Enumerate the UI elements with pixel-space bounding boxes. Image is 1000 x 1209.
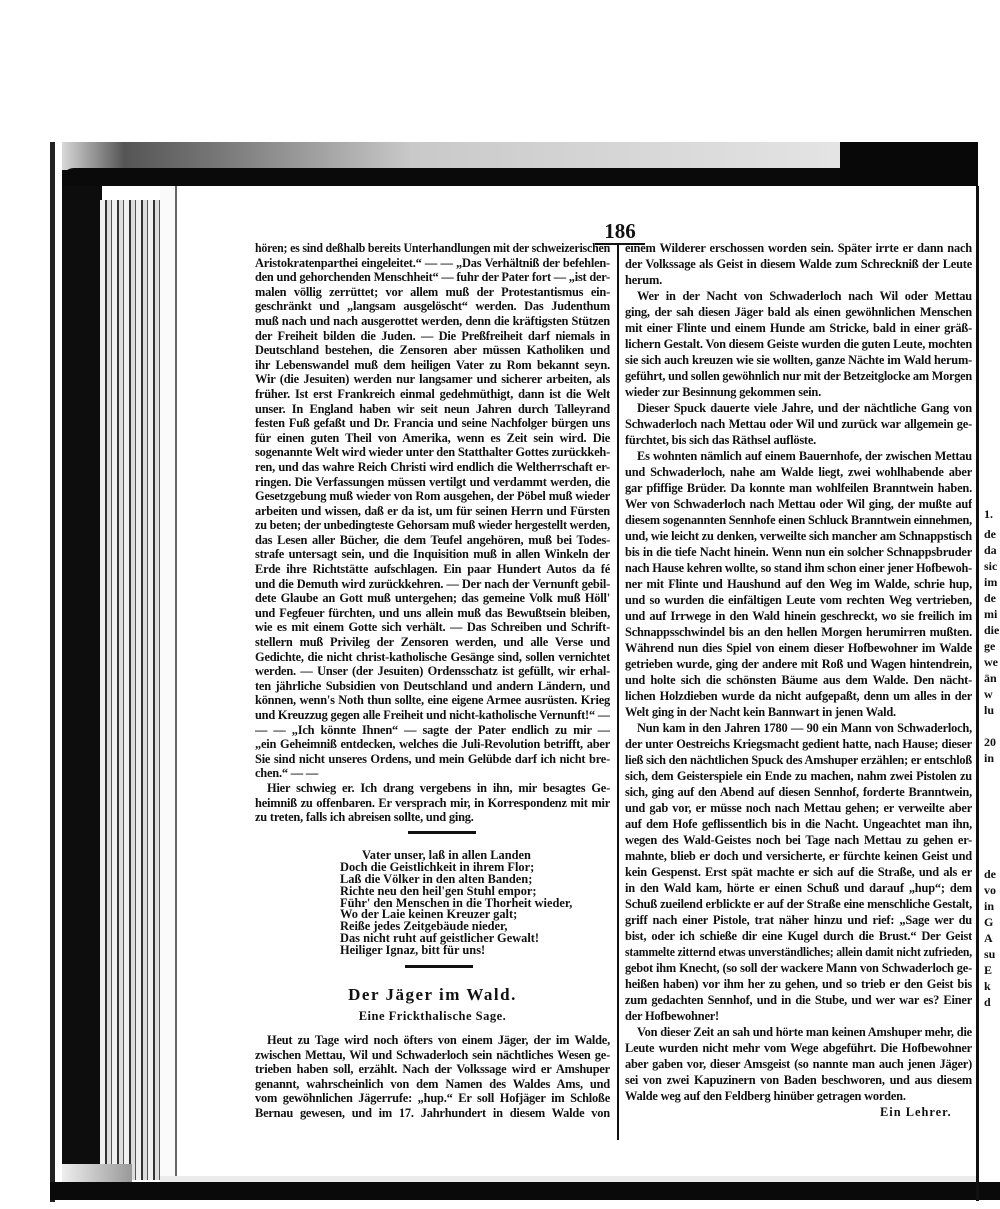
text-line: Schwaderloch nach Mettau oder Wil und zurück war allgemein ge- [625, 417, 972, 431]
text-line: vom gewöhnlichen Jägerrufe: „hup.“ Er soll Hofjäger im Schloße [255, 1091, 610, 1106]
text-line: — — „Ich könnte Ihnen“ — sagte der Pater endlich zu mir — [255, 722, 610, 737]
text-line: bist, oder ich schieße dir eine Kugel durch die Brust.“ Der Geist [625, 929, 972, 943]
text-line: Gesetzgebung muß wieder von Rom ausgehen, der Pöbel muß wieder [255, 489, 610, 504]
text-line: Wer in der Nacht von Schwaderloch nach Wil oder Mettau [637, 289, 972, 303]
text-line: strafe untersagt sein, und die Inquisition muß in allen Winkeln der [255, 547, 610, 562]
text-line: in den Wald kam, hörte er einen Schuß und darauf „hup“; dem [625, 881, 972, 895]
next-page-text-fragment: vo [984, 883, 996, 897]
next-page-text-fragment: de [984, 867, 996, 881]
text-line: geschränkt und „langsam ausgelöscht“ werden. Das Judenthum [255, 299, 610, 314]
text-line: das Lesen aller Bücher, die dem Teufel angehören, muß bei Todes- [255, 532, 610, 547]
next-page-text-fragment: än [984, 671, 997, 685]
text-line: heißen haben) vor ihm her zu gehen, und so trieb er den Geist bis [625, 977, 972, 991]
text-line: zum gedachten Sennhof, und in die Stube, und wer war es? Einer [625, 993, 972, 1007]
text-line: können, wenn's Noth thun sollte, eine eigene Armee ausrüsten. Krieg [255, 693, 610, 708]
text-line: einem Wilderer erschossen worden sein. Später irrte er dann nach [625, 241, 972, 255]
text-line: arbeiten und wissen, daß er da ist, um für seinen Herrn und Fürsten [255, 503, 610, 518]
next-page-fragment [982, 186, 1000, 1186]
poem-line: Wo der Laie keinen Kreuzer galt; [340, 907, 518, 922]
next-page-text-fragment: we [984, 655, 998, 669]
text-line: und holte sich die schönsten Bäume aus dem Walde. Den nächt- [625, 673, 972, 687]
poem-line: Doch die Geistlichkeit in ihrem Flor; [340, 859, 535, 874]
text-line: Gedichte, die nicht christ-katholische Gesänge sind, sollen vernichtet [255, 649, 610, 664]
text-line: für einen guten Theil von Amerika, wenn es Zeit sein wird. Die [255, 430, 610, 445]
next-page-text-fragment: d [984, 995, 991, 1009]
text-line: auf dem Hofe geflissentlich bis in die Nacht. Ungeachtet man ihn, [625, 817, 972, 831]
text-line: stellern muß Privileg der Zensoren werden, und alle Verse und [255, 635, 610, 650]
poem [340, 850, 572, 957]
text-line: werden. — Unser (der Jesuiten) Ordensschatz ist gefüllt, wir erhal- [255, 664, 610, 679]
book-cover-edge [50, 1182, 1000, 1200]
text-line: ringen. Die Verfassungen müssen vertilgt und verdammt werden, die [255, 474, 610, 489]
text-line: genannt, wahrscheinlich von dem Namen des Waldes Ams, und [255, 1076, 610, 1091]
text-line: muß nach und nach ausgerottet werden, denn die kräftigsten Stützen [255, 313, 610, 328]
text-line: und, wie leicht zu denken, verweilte sich mancher am Schnappstisch [625, 529, 972, 543]
text-line: sie sich auch kreuzen wie sie wollten, ganze Nächte im Wald herum- [625, 353, 972, 367]
text-line: ner mit Flinte und Haushund auf den Weg im Walde, schrie hup, [625, 577, 972, 591]
text-line: zwischen Mettau, Wil und Schwaderloch sein nächtliches Wesen ge- [255, 1047, 610, 1062]
text-line: Schuß zueilend erblickte er auf der Straße eine menschliche Gestalt, [625, 897, 972, 911]
story-body [255, 1033, 610, 1121]
text-line: Walde weg auf den Feldberg hinüber getragen worden. [625, 1089, 906, 1103]
poem-line: Das nicht ruht auf geistlicher Gewalt! [340, 931, 540, 946]
text-line: Erde ihre Richtstätte aufschlagen. Ein paar Hundert Autos da fé [255, 562, 610, 577]
next-page-text-fragment: su [984, 947, 996, 961]
next-page-text-fragment: lu [984, 703, 995, 717]
text-line: wie es mit einem Gotte sich verhält. — Das Schreiben und Schrift- [255, 620, 610, 635]
text-line: früher. Ist erst Frankreich einmal gedehmüthigt, dann ist die Welt [255, 386, 610, 401]
text-line: herum. [625, 273, 663, 287]
text-line: wegen des Wald-Geistes noch bei Tage nach Mettau zu gehen er- [625, 833, 972, 847]
next-page-text-fragment: sic [984, 559, 998, 573]
column-divider [617, 244, 619, 1140]
scan-shadow [840, 142, 978, 186]
text-line: und Schwaderloch, nahe am Walde liegt, zwei wohlhabende aber [625, 465, 972, 479]
text-line: ren, und das wahre Reich Christi wird endlich die Weltherrschaft er- [255, 459, 610, 474]
next-page-text-fragment: da [984, 543, 997, 557]
text-line: sogenannte Welt wird wieder unter den Statthalter Gottes zurückkeh- [255, 445, 610, 460]
text-line: ten jährliche Subsidien von Deutschland und andern Ländern, und [255, 678, 610, 693]
poem-line: Richte neu den heil'gen Stuhl empor; [340, 883, 537, 898]
text-line: „ein Geheimniß entdecken, welches die Juli-Revolution betrifft, aber [255, 737, 610, 752]
page-number: 186 [595, 219, 645, 245]
text-line: malen völlig zerrüttet; vor allem muß der Protestantismus ein- [255, 284, 610, 299]
text-line: hören; es sind deßhalb bereits Unterhandlungen mit der schweizerischen [255, 241, 610, 255]
text-line: trieben haben soll, erzählt. Nach der Volkssage wird er Amshuper [255, 1062, 610, 1077]
next-page-text-fragment: in [984, 751, 995, 765]
text-line: chen.“ — — [255, 766, 319, 781]
text-line: mit einer Flinte und einem Hunde am Stricke, bald in einer gräß- [625, 321, 972, 335]
page-stack-edges [160, 186, 177, 1176]
text-line: wieder zur Besinnung gekommen sein. [625, 385, 821, 399]
text-line: zu beten; der unbedingteste Gehorsam muß wieder hergestellt werden, [255, 518, 610, 533]
poem-line: Reiße jedes Zeitgebäude nieder, [340, 919, 508, 934]
right-column [625, 240, 972, 1104]
next-page-text-fragment: G [984, 915, 994, 929]
text-line: und die Demuth wird zurückkehren. — Der nach der Vernunft gebil- [255, 576, 610, 591]
text-line: und so wurden die einfältigen Leute vom rechten Weg vertrieben, [625, 593, 972, 607]
text-line: der Hofbewohner! [625, 1009, 719, 1023]
text-line: Schnappsschwindel bis an den hellen Morgen herumirren mußten. [625, 625, 972, 639]
text-line: sich, ging auf den Abend auf diesen Sennhof, forderte Branntwein, [625, 785, 972, 799]
next-page-text-fragment: im [984, 575, 998, 589]
text-line: fürchtet, bis sich das Räthsel auflöste. [625, 433, 817, 447]
text-line: Während nun dies Spiel von einem dieser Hofbewohner im Walde [625, 641, 972, 655]
text-line: kein Gespenst. Erst spät machte er sich auf die Straße, und als er [625, 865, 972, 879]
page-gutter [976, 186, 979, 1201]
text-line: heimniß zu offenbaren. Er versprach mir, in Korrespondenz mit mir [255, 795, 610, 810]
scan-border [50, 142, 55, 1202]
text-line: Dieser Spuck dauerte viele Jahre, und der nächtliche Gang von [637, 401, 972, 415]
text-line: diesem sogenannten Sennhofe einen Schluck Branntwein einnehmen, [625, 513, 972, 527]
text-line: und Fegfeuer fürchten, und uns allein muß das Bewußtsein bleiben, [255, 605, 610, 620]
poem-line: Heiliger Ignaz, bitt für uns! [340, 943, 486, 958]
page-stack-edges [100, 200, 162, 1180]
text-line: Hier schwieg er. Ich drang vergebens in ihn, mir besagtes Ge- [267, 780, 610, 795]
next-page-text-fragment: de [984, 591, 996, 605]
text-line: und Kreuzzug gegen alle Freiheit und nicht-katholische Vernunft!“ — [255, 708, 610, 722]
text-line: Es wohnten nämlich auf einem Bauernhofe, der zwischen Mettau [637, 449, 972, 463]
text-line: gebot ihm Knecht, (so soll der wackere Mann von Schwaderloch ge- [625, 961, 972, 975]
next-page-text-fragment: die [984, 623, 1000, 637]
text-line: festen Fuß gefaßt und Dr. Francia und seine Nachfolger bürgen uns [255, 416, 610, 431]
text-line: der Freiheit bilden die Juden. — Die Preßfreiheit darf niemals in [255, 328, 610, 343]
text-line: der Volkssage als Geist in diesem Walde zum Schreckniß der Leute [625, 257, 972, 271]
next-page-text-fragment: A [984, 931, 993, 945]
text-line: Leute wurden nicht mehr vom Wege abgeführt. Die Hofbewohner [625, 1041, 972, 1055]
text-line: lichen Holzdieben wurde da nicht aufgepaßt, denn um alles in der [625, 689, 972, 703]
text-line: ihr Lebenswandel muß dem heiligen Vater zu Rom bekannt seyn. [255, 357, 610, 372]
poem-line: Führ' den Menschen in die Thorheit wieder, [340, 895, 573, 910]
text-line: gar pfiffige Brüder. Da konnte man wohlfeilen Branntwein haben. [625, 481, 972, 495]
section-rule [408, 831, 476, 834]
text-line: Welt ging in der Nacht kein Bannwart in jenen Wald. [625, 705, 896, 719]
poem-line: Vater unser, laß in allen Landen [362, 848, 531, 862]
text-line: Von dieser Zeit an sah und hörte man keinen Amshuper mehr, die [637, 1025, 972, 1039]
story-title: Der Jäger im Wald. [348, 985, 517, 1004]
text-line: ging, der sah diesen Jäger bald als einen gewöhnlichen Menschen [625, 305, 972, 319]
text-line: lichern Gestalt. Von diesem Geiste wurden die guten Leute, mochten [625, 337, 972, 351]
text-line: sei von zwei Kapuzinern von Baden beschworen, und aus diesem [625, 1073, 972, 1087]
text-line: zu treten, falls ich abreisen sollte, und ging. [255, 810, 474, 825]
next-page-text-fragment: k [984, 979, 991, 993]
author-signature: Ein Lehrer. [880, 1105, 952, 1119]
text-line: getrieben wurde, ging der andere mit Roß und Wagen hintendrein, [625, 657, 972, 671]
text-line: Heut zu Tage wird noch öfters von einem Jäger, der im Walde, [267, 1033, 610, 1047]
text-line: sich, dem Geisterspiele ein Ende zu machen, nahm zwei Pistolen zu [625, 769, 972, 783]
poem-line: Laß die Völker in den alten Banden; [340, 871, 533, 886]
next-page-text-fragment: de [984, 527, 996, 541]
next-page-text-fragment: 1. [984, 507, 993, 521]
next-page-text-fragment: ge [984, 639, 996, 653]
next-page-text-fragment: E [984, 963, 993, 977]
story-subtitle: Eine Frickthalische Sage. [358, 1009, 507, 1023]
text-line: und auf Irrwege in den Wald hinein geschreckt, wo sie freilich im [625, 609, 972, 623]
text-line: bis in die tiefe Nacht hinein. Wenn nun ein solcher Schnappsbruder [625, 545, 972, 559]
text-line: den und gehorchenden Menschheit“ — fuhr der Pater fort — „ist der- [255, 270, 610, 285]
text-line: Sie sind nicht unseres Ordens, und mein Gelübde darf ich nicht bre- [255, 751, 610, 766]
text-line: nach Hause kehren wollte, so stand ihm schon einer jener Hofbewoh- [625, 561, 972, 575]
text-line: unser. In England haben wir seit neun Jahren durch Talleyrand [255, 401, 610, 416]
section-rule [405, 965, 473, 968]
text-line: Aristokratenparthei eingeleitet.“ — — „Das Verhältniß der befehlen- [255, 255, 610, 270]
text-line: und gab vor, er müsse noch nach Mettau gehen; er verweilte aber [625, 801, 972, 815]
next-page-text-fragment: w [984, 687, 993, 701]
next-page-text-fragment: in [984, 899, 995, 913]
text-line: Nun kam in den Jahren 1780 — 90 ein Mann von Schwaderloch, [637, 721, 972, 735]
book-cover-edge [62, 170, 102, 1200]
text-line: der unter Oestreichs Kriegsmacht gedient hatte, nach Hause; dieser [625, 737, 972, 751]
text-line: geführt, und sollen gewöhnlich nur mit der Betzeitglocke am Morgen [625, 369, 972, 383]
text-line: mahnte, blieb er doch und versicherte, er fürchte keinen Geist und [625, 849, 972, 863]
text-line: griff nach einer Pistole, trat näher hinzu und rief: „Sage wer du [625, 913, 972, 927]
text-line: ließ sich den nächtlichen Spuck des Amshuper erzählen; er entschloß [625, 753, 972, 767]
text-line: stammelte zitternd etwas unverständliches; allein damit nicht zufrieden, [625, 945, 972, 959]
text-line: Wer von Schwaderloch nach Mettau oder Wil ging, der mußte auf [625, 497, 972, 511]
text-line: dete Glaube an Gott muß untergehen; das gemeine Volk muß Höll' [255, 591, 610, 606]
text-line: Deutschland bestehen, die Zensoren aber müssen Katholiken und [255, 343, 610, 358]
text-line: Bernau gewesen, und im 17. Jahrhundert in diesem Walde von [255, 1105, 610, 1120]
text-line: aber gaben vor, dieser Amsgeist (so nannte man auch jenen Jäger) [625, 1057, 972, 1071]
next-page-text-fragment: 20 [984, 735, 996, 749]
text-line: Wir (die Jesuiten) werden nur langsamer und sicherer arbeiten, als [255, 372, 610, 387]
next-page-text-fragment: mi [984, 607, 998, 621]
left-column [255, 241, 610, 825]
